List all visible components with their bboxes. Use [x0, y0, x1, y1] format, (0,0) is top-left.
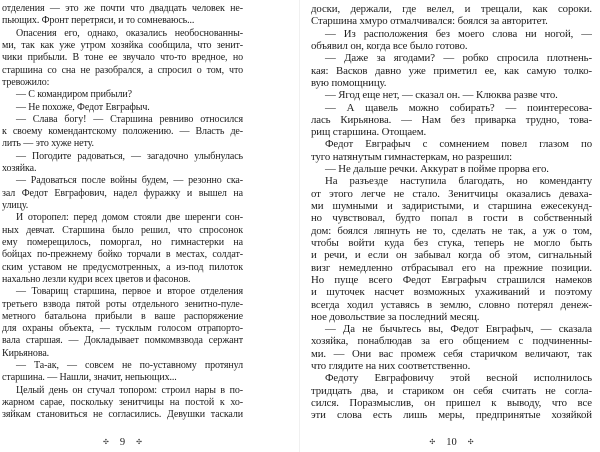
- text-line: пьющих. Фронт перетряси, и то сомневаюсь...: [2, 15, 195, 27]
- text-line: доски, держали, где велел, и трещали, как сороки.: [311, 3, 592, 15]
- text-line: Федот Евграфыч с сомнением повел глазом по: [325, 138, 592, 151]
- text-line: Целый день он стучал топором: строил нары в по-: [16, 384, 243, 396]
- text-line: ским уставом не предусмотренных, а из-под пилоток: [2, 261, 243, 273]
- text-line: эти слова есть лишь меры, предпринятые хозяйкой: [311, 409, 592, 422]
- text-line: ми. — Они вас промеж себя старичком величают, так: [311, 347, 592, 360]
- text-line: Федоту Евграфовичу этой весной исполнилось: [325, 372, 592, 385]
- text-line: На разъезде наступила благодать, но коменданту: [325, 175, 592, 188]
- page-text-column: [311, 3, 592, 422]
- text-line: метного батальона прибыли в ваше распоряжение: [2, 310, 243, 322]
- text-line: — Из расположения без моего слова ни ногой, —: [325, 27, 592, 40]
- text-line: — Ягод еще нет, — сказал он. — Клюква разве что.: [325, 89, 558, 102]
- text-line: ему померещилось, поморгал, но гимнастерки на: [2, 236, 243, 248]
- text-line: — Товарищ старшина, первое и второе отделения: [16, 286, 243, 298]
- fleuron-ornament-icon: ✣: [103, 437, 109, 446]
- text-line: и шуточек насчет возможных ухаживаний и поэтому: [311, 286, 592, 299]
- text-line: — Даже за ягодами? — робко спросила плотнень-: [325, 52, 592, 65]
- text-line: ных девчат. Старшина было решил, что спросонок: [2, 224, 243, 236]
- text-line: кая: Васков давно уже приметил ее, как самую толко-: [311, 64, 592, 77]
- text-line: чики прибыли. В тоне ее звучало что-то вредное, но: [2, 52, 243, 64]
- text-line: туго натянутым гимнастеркам, но разрешил:: [311, 150, 513, 163]
- text-line: — Не дальше речки. Аккурат в пойме прорва его.: [325, 163, 549, 176]
- text-line: отделения — это же почти что двадцать человек не-: [2, 3, 243, 14]
- text-line: И оторопел: перед домом стояли две шеренги сон-: [16, 212, 243, 224]
- text-line: тридцать два, и стариком он себя считать не согла-: [311, 384, 592, 397]
- text-line: Но пуще всего Федот Евграфыч страшился намеков: [311, 273, 592, 286]
- text-line: вала старшая. — Докладывает помкомвзвода сержант: [2, 335, 243, 347]
- text-line: к своему комендантскому положению. — Власть де-: [2, 126, 243, 138]
- fleuron-ornament-icon: ✣: [429, 437, 436, 446]
- text-line: ное довольствие за последний месяц.: [311, 310, 480, 323]
- text-line: объявил он, когда все было готово.: [311, 39, 468, 52]
- text-line: дом: боялся ляпнуть не то, сделать не так, а уж о том,: [311, 224, 592, 237]
- text-line: рищ старшина. Отощаем.: [311, 126, 427, 139]
- page-right[interactable]: [300, 0, 600, 452]
- text-line: зяйкам становиться не согласились. Девушки таскали: [2, 409, 243, 421]
- text-line: лась Кирьянова. — Нам без приварка трудно, това-: [311, 113, 592, 126]
- text-line: — Не похоже, Федот Евграфыч.: [16, 101, 150, 113]
- text-line: тревожило:: [2, 76, 50, 88]
- text-line: чтобы войти куда без стука, теперь не могло быть: [311, 236, 592, 249]
- text-line: но чувствовал, будто попал в гости в собственный: [311, 212, 592, 225]
- page-number: 9: [119, 437, 126, 448]
- fleuron-ornament-icon: ✣: [136, 437, 142, 446]
- page-left[interactable]: [0, 0, 299, 452]
- text-line: улицу.: [2, 200, 29, 211]
- text-line: визг немедленно отбрасывал его на прежние позиции.: [311, 261, 592, 274]
- text-line: ми, так как уже утром хозяйка сообщила, что зенит-: [2, 39, 243, 51]
- text-line: старшина со сна не разобрался, а спросил о том, что: [2, 64, 243, 76]
- text-line: сился. Поразмыслив, он пришел к выводу, что все: [311, 397, 592, 409]
- text-line: — Погодите радоваться, — загадочно улыбнулась: [16, 150, 243, 162]
- page-footer: [311, 437, 592, 448]
- text-line: ми шумными и задиристыми, и старшина ежесекунд-: [311, 200, 592, 212]
- text-line: хозяйка, понаблюдав за его общением с подчиненны-: [311, 335, 592, 348]
- text-line: Опасения его, однако, оказались необоснованны-: [16, 27, 243, 39]
- text-line: для охраны объекта, — тусклым голосом отрапорто-: [2, 323, 243, 335]
- text-line: вую помощницу.: [311, 76, 387, 89]
- text-line: нахально лезли кудри всех цветов и фасонов.: [2, 273, 191, 285]
- text-line: — Слава богу! — Старшина ревниво относился: [16, 113, 243, 125]
- text-line: бойцах по-прежнему бойко торчали в местах, солдат-: [2, 249, 243, 261]
- text-line: лить — это хуже нету.: [2, 138, 94, 150]
- text-line: старшина. — Нашли, значит, непьющих...: [2, 372, 177, 384]
- text-line: Кирьянова.: [2, 347, 50, 359]
- text-line: и речи, и если он забывал когда об этом, сигнальный: [311, 249, 592, 262]
- text-line: — Да не бычьтесь вы, Федот Евграфыч, — сказала: [325, 323, 592, 336]
- text-line: что глядите на них соответственно.: [311, 360, 471, 373]
- text-line: всегда ходил уставясь в землю, словно потерял денеж-: [311, 298, 592, 311]
- page-footer: [2, 437, 243, 448]
- text-line: Старшина хмуро отмалчивался: боялся за авторитет.: [311, 15, 548, 28]
- text-line: — Та-ак, — совсем не по-уставному протянул: [16, 360, 243, 372]
- page-text-column: [2, 3, 243, 422]
- text-line: хозяйка.: [2, 163, 37, 175]
- text-line: третьего взвода пятой роты отдельного зенитно-пуле-: [2, 298, 243, 310]
- fleuron-ornament-icon: ✣: [467, 437, 474, 446]
- text-line: жарном сарае, поскольку зенитчицы на постой к хо-: [2, 397, 243, 408]
- text-line: — А щавель можно собирать? — поинтересова-: [325, 101, 592, 114]
- text-line: — С командиром прибыли?: [16, 89, 132, 101]
- text-line: от этого легче не стало. Зенитчицы оказались деваха-: [311, 187, 592, 200]
- text-line: зал Федот Евграфович, надел фуражку и вышел на: [2, 187, 243, 199]
- page-number: 10: [446, 437, 457, 448]
- text-line: — Радоваться после войны будем, — резонно ска-: [16, 175, 243, 187]
